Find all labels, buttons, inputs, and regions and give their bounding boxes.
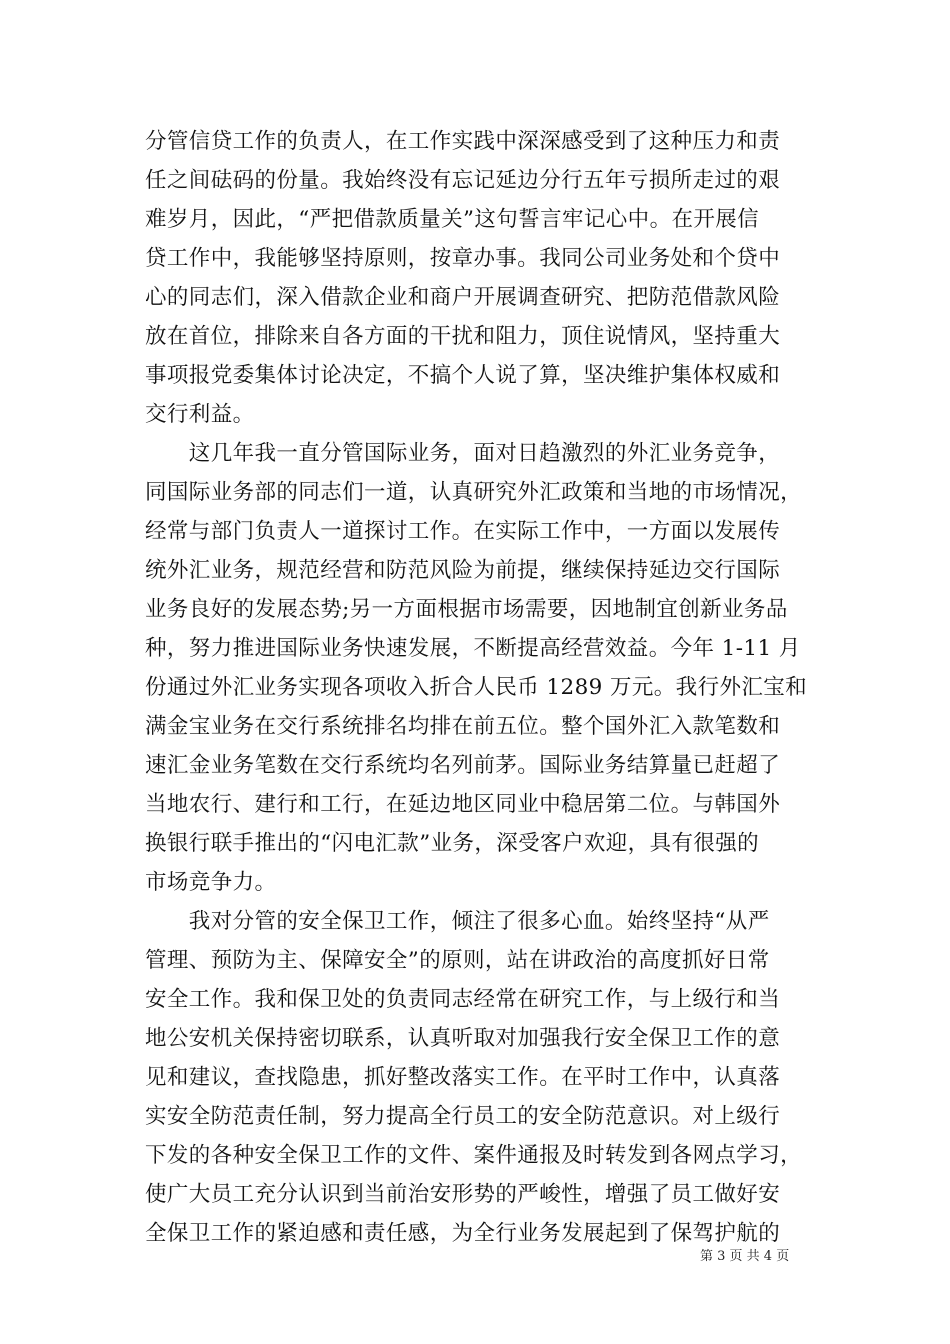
text-line: 全保卫工作的紧迫感和责任感，为全行业务发展起到了保驾护航的	[145, 1221, 781, 1246]
text-line: 事项报党委集体讨论决定，不搞个人说了算，坚决维护集体权威和	[145, 363, 781, 388]
text-line: 市场竞争力。	[145, 870, 277, 895]
text-line: 分管信贷工作的负责人，在工作实践中深深感受到了这种压力和责	[145, 129, 781, 154]
text-line: 我对分管的安全保卫工作，倾注了很多心血。始终坚持“从严	[145, 909, 770, 934]
text-line: 份通过外汇业务实现各项收入折合人民币 1289 万元。我行外汇宝和	[145, 675, 808, 700]
text-line: 贷工作中，我能够坚持原则，按章办事。我同公司业务处和个贷中	[145, 246, 781, 271]
text-line: 下发的各种安全保卫工作的文件、案件通报及时转发到各网点学习，	[145, 1143, 803, 1168]
text-line: 实安全防范责任制，努力提高全行员工的安全防范意识。对上级行	[145, 1104, 781, 1129]
text-line: 见和建议，查找隐患，抓好整改落实工作。在平时工作中，认真落	[145, 1065, 781, 1090]
text-line: 安全工作。我和保卫处的负责同志经常在研究工作，与上级行和当	[145, 987, 781, 1012]
text-line: 业务良好的发展态势;另一方面根据市场需要，因地制宜创新业务品	[145, 597, 788, 622]
text-line: 放在首位，排除来自各方面的干扰和阻力，顶住说情风，坚持重大	[145, 324, 781, 349]
body-text	[145, 122, 807, 1253]
page-number: 第 3 页 共 4 页	[700, 1249, 790, 1264]
text-line: 当地农行、建行和工行，在延边地区同业中稳居第二位。与韩国外	[145, 792, 781, 817]
text-line: 种，努力推进国际业务快速发展，不断提高经营效益。今年 1-11 月	[145, 636, 801, 661]
text-line: 这几年我一直分管国际业务，面对日趋激烈的外汇业务竞争，	[145, 441, 781, 466]
text-line: 难岁月，因此，“严把借款质量关”这句誓言牢记心中。在开展信	[145, 207, 760, 232]
text-line: 同国际业务部的同志们一道，认真研究外汇政策和当地的市场情况，	[145, 480, 803, 505]
text-line: 使广大员工充分认识到当前治安形势的严峻性，增强了员工做好安	[145, 1182, 781, 1207]
text-line: 统外汇业务，规范经营和防范风险为前提，继续保持延边交行国际	[145, 558, 781, 583]
text-line: 任之间砝码的份量。我始终没有忘记延边分行五年亏损所走过的艰	[145, 168, 781, 193]
text-line: 满金宝业务在交行系统排名均排在前五位。整个国外汇入款笔数和	[145, 714, 781, 739]
text-line: 管理、预防为主、保障安全”的原则，站在讲政治的高度抓好日常	[145, 948, 770, 973]
text-line: 交行利益。	[145, 402, 255, 427]
text-line: 心的同志们，深入借款企业和商户开展调查研究、把防范借款风险	[145, 285, 781, 310]
text-line: 换银行联手推出的“闪电汇款”业务，深受客户欢迎，具有很强的	[145, 831, 760, 856]
text-line: 经常与部门负责人一道探讨工作。在实际工作中，一方面以发展传	[145, 519, 781, 544]
text-line: 速汇金业务笔数在交行系统均名列前茅。国际业务结算量已赶超了	[145, 753, 781, 778]
text-line: 地公安机关保持密切联系，认真听取对加强我行安全保卫工作的意	[145, 1026, 781, 1051]
